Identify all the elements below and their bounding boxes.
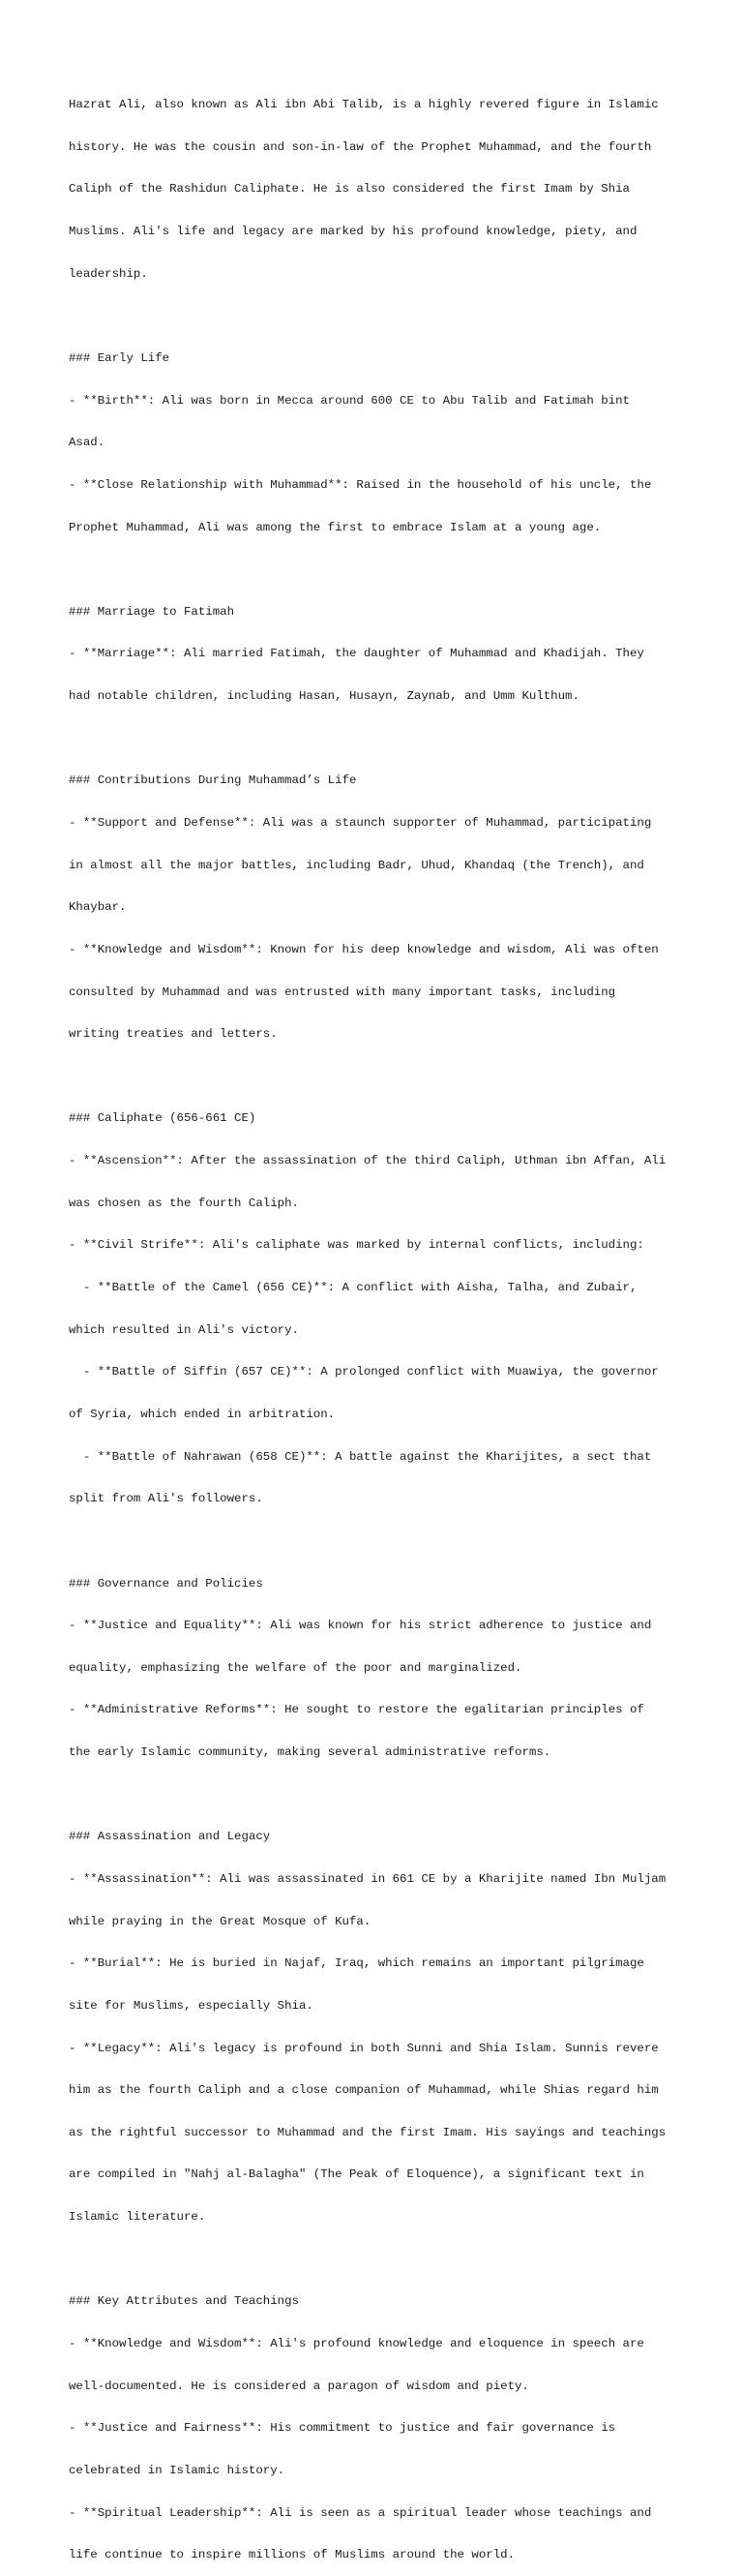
text-line: leadership. <box>69 266 148 281</box>
text-line: - **Justice and Equality**: Ali was known for his strict adherence to justice and <box>69 1619 652 1633</box>
text-line: are compiled in "Nahj al-Balagha" (The Peak of Eloquence), a significant text in <box>69 2167 644 2182</box>
section-heading: ### Contributions During Muhammad’s Life <box>69 773 357 788</box>
text-line: Muslims. Ali's life and legacy are marked by his profound knowledge, piety, and <box>69 225 638 239</box>
text-line: - **Ascension**: After the assassination of the third Caliph, Uthman ibn Affan, Ali <box>69 1154 667 1168</box>
text-line: well-documented. He is considered a paragon of wisdom and piety. <box>69 2379 529 2393</box>
blank-line <box>69 2253 688 2267</box>
text-line: - **Close Relationship with Muhammad**: Raised in the household of his uncle, the <box>69 477 652 492</box>
section-heading: ### Key Attributes and Teachings <box>69 2294 299 2309</box>
text-line: - **Justice and Fairness**: His commitment to justice and fair governance is <box>69 2421 616 2436</box>
section-heading: ### Marriage to Fatimah <box>69 604 235 619</box>
text-line: - **Battle of the Camel (656 CE)**: A conflict with Aisha, Talha, and Zubair, <box>69 1281 638 1295</box>
text-line: - **Burial**: He is buried in Najaf, Iraq, which remains an important pilgrimage <box>69 1956 644 1971</box>
text-line: writing treaties and letters. <box>69 1027 278 1042</box>
section-heading: ### Caliphate (656-661 CE) <box>69 1111 256 1126</box>
document-body <box>69 70 688 2576</box>
blank-line <box>69 732 688 746</box>
text-line: history. He was the cousin and son-in-law of the Prophet Muhammad, and the fourth <box>69 139 652 154</box>
text-line: as the rightful successor to Muhammad and the first Imam. His sayings and teachings <box>69 2125 667 2139</box>
text-line: him as the fourth Caliph and a close companion of Muhammad, while Shias regard him <box>69 2083 659 2098</box>
text-line: - **Battle of Siffin (657 CE)**: A prolonged conflict with Muawiya, the governor <box>69 1365 659 1379</box>
text-line: celebrated in Islamic history. <box>69 2463 285 2477</box>
text-line: while praying in the Great Mosque of Kufa. <box>69 1914 372 1928</box>
blank-line <box>69 562 688 577</box>
text-line: equality, emphasizing the welfare of the poor and marginalized. <box>69 1660 522 1675</box>
text-line: split from Ali's followers. <box>69 1492 263 1506</box>
text-line: which resulted in Ali's victory. <box>69 1322 299 1337</box>
text-line: Khaybar. <box>69 900 127 915</box>
text-line: the early Islamic community, making several administrative reforms. <box>69 1745 551 1760</box>
text-line: - **Civil Strife**: Ali's caliphate was marked by internal conflicts, including: <box>69 1238 644 1253</box>
text-line: Islamic literature. <box>69 2210 206 2225</box>
text-line: - **Spiritual Leadership**: Ali is seen as a spiritual leader whose teachings and <box>69 2505 652 2520</box>
blank-line <box>69 1070 688 1084</box>
text-line: Asad. <box>69 436 105 450</box>
blank-line <box>69 1534 688 1549</box>
text-line: life continue to inspire millions of Muslims around the world. <box>69 2548 516 2562</box>
text-line: - **Knowledge and Wisdom**: Ali's profound knowledge and eloquence in speech are <box>69 2337 644 2351</box>
section-heading: ### Assassination and Legacy <box>69 1830 271 1844</box>
text-line: - **Knowledge and Wisdom**: Known for his deep knowledge and wisdom, Ali was often <box>69 942 659 956</box>
text-line: of Syria, which ended in arbitration. <box>69 1407 336 1421</box>
blank-line <box>69 1788 688 1803</box>
text-line: - **Battle of Nahrawan (658 CE)**: A battle against the Kharijites, a sect that <box>69 1449 652 1464</box>
text-line: was chosen as the fourth Caliph. <box>69 1196 299 1210</box>
text-line: - **Administrative Reforms**: He sought to restore the egalitarian principles of <box>69 1703 644 1717</box>
text-line: site for Muslims, especially Shia. <box>69 1998 313 2013</box>
text-line: - **Marriage**: Ali married Fatimah, the daughter of Muhammad and Khadijah. They <box>69 647 644 661</box>
text-line: - **Birth**: Ali was born in Mecca around 600 CE to Abu Talib and Fatimah bint <box>69 393 630 408</box>
section-heading: ### Governance and Policies <box>69 1576 263 1591</box>
text-line: Caliph of the Rashidun Caliphate. He is also considered the first Imam by Shia <box>69 182 630 197</box>
section-heading: ### Early Life <box>69 350 170 365</box>
text-line: - **Support and Defense**: Ali was a staunch supporter of Muhammad, participating <box>69 815 652 830</box>
text-line: had notable children, including Hasan, Husayn, Zaynab, and Umm Kulthum. <box>69 689 580 704</box>
text-line: - **Assassination**: Ali was assassinated in 661 CE by a Kharijite named Ibn Muljam <box>69 1872 667 1886</box>
text-line: Prophet Muhammad, Ali was among the first to embrace Islam at a young age. <box>69 520 602 534</box>
text-line: in almost all the major battles, including Badr, Uhud, Khandaq (the Trench), and <box>69 858 644 872</box>
text-line: consulted by Muhammad and was entrusted with many important tasks, including <box>69 985 616 999</box>
text-line: - **Legacy**: Ali's legacy is profound in both Sunni and Shia Islam. Sunnis revere <box>69 2041 659 2055</box>
blank-line <box>69 309 688 323</box>
text-line: Hazrat Ali, also known as Ali ibn Abi Talib, is a highly revered figure in Islamic <box>69 98 659 112</box>
